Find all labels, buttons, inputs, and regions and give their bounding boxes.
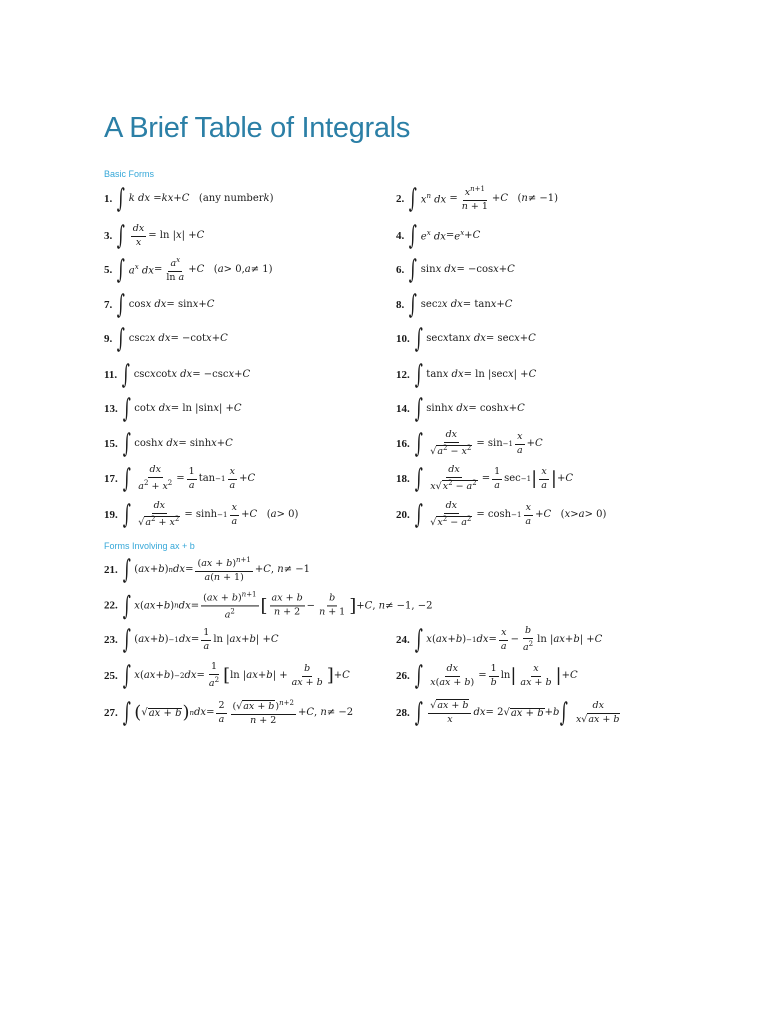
formula-number: 26. <box>396 669 410 682</box>
formula-number: 9. <box>104 332 113 345</box>
formula-number: 28. <box>396 706 410 719</box>
formula-body: ∫ csc 2 x dx = −cot x + C <box>116 324 228 354</box>
formula-body: ∫ cos x dx = sin x + C <box>116 290 215 320</box>
formula-body: ∫ $\frac{dx}{x√x^2 - a^2}$ = $\frac{1}{a}$ sec −1 | $\frac{x}{a}$ | + C <box>414 464 573 494</box>
formula-number: 2. <box>396 192 405 205</box>
formula-body: ∫ cot x dx = ln |sin x | + C <box>122 394 242 424</box>
formula-number: 7. <box>104 298 113 311</box>
formula-body: ∫ ( ax + b ) −1 dx = $\frac{1}{a}$ ln | ax + b | + C <box>122 625 279 655</box>
integral-formula-8 <box>396 292 512 318</box>
formula-number: 23. <box>104 633 118 646</box>
integral-formula-12 <box>396 362 536 388</box>
formula-number: 11. <box>104 368 118 381</box>
formula-number: 4. <box>396 229 405 242</box>
integral-formula-2 <box>396 185 558 213</box>
formula-number: 16. <box>396 437 410 450</box>
integral-formula-28 <box>396 700 624 726</box>
formula-body: ∫ $\frac{dx}{√x^2 - a^2}$ = cosh −1 $\frac{x}{a}$ + C ( x > a > 0) <box>414 500 607 530</box>
formula-number: 14. <box>396 402 410 415</box>
formula-body: ∫ tan x dx = ln |sec x | + C <box>414 360 537 390</box>
formula-body: ∫ $\frac{√ax + b}{x}$ dx = 2√ ax + b + b ∫ $\frac{dx}{x√ax + b}$ <box>414 698 620 728</box>
formula-number: 12. <box>396 368 410 381</box>
integral-formula-6 <box>396 257 515 283</box>
formula-body: ∫ ( ax + b ) n dx = $\frac{(ax + b)^{n+1}}{a(n + 1)}$ + C , n ≠ −1 <box>122 555 311 585</box>
formula-body: ∫ x ( ax + b ) −2 dx = $\frac{1}{a^2}$ [ ln | ax + b | + $\frac{b}{ax + b}$ ] + C <box>122 661 350 691</box>
formula-number: 6. <box>396 263 405 276</box>
formula-number: 13. <box>104 402 118 415</box>
formula-number: 22. <box>104 599 118 612</box>
formula-number: 24. <box>396 633 410 646</box>
integral-formula-16 <box>396 430 543 458</box>
integral-formula-7 <box>104 292 214 318</box>
integral-formula-13 <box>104 396 242 422</box>
formula-body: ∫ sin x dx = −cos x + C <box>408 255 515 285</box>
formula-number: 8. <box>396 298 405 311</box>
formula-body: ∫ $\frac{dx}{√a^2 + x^2}$ = sinh −1 $\frac{x}{a}$ + C ( a > 0) <box>122 500 299 530</box>
formula-body: ∫ $a^x$ dx = $\frac{a^x}{\text{ln a}}$ + C ( a > 0, a ≠ 1) <box>116 255 273 285</box>
integral-formula-21 <box>104 556 310 584</box>
page-title: A Brief Table of Integrals <box>104 112 411 144</box>
formula-body: ∫ $\frac{dx}{x(ax + b)}$ = $\frac{1}{b}$ ln | $\frac{x}{ax + b}$ | + C <box>414 661 578 691</box>
integral-formula-4 <box>396 223 480 249</box>
integral-formula-10 <box>396 326 536 352</box>
integral-formula-15 <box>104 431 233 457</box>
formula-body: ∫ sec 2 x dx = tan x + C <box>408 290 513 320</box>
integral-formula-5 <box>104 256 273 284</box>
formula-body: ∫ $\frac{dx}{a^2 + x^2}$ = $\frac{1}{a}$ tan −1 $\frac{x}{a}$ + C <box>122 464 256 494</box>
integral-formula-22 <box>104 590 433 621</box>
integral-formula-19 <box>104 501 298 529</box>
formula-body: ∫ sinh x dx = cosh x + C <box>414 394 525 424</box>
section-forms-ax-b: Forms Involving ax + b <box>104 541 195 551</box>
formula-body: ∫ k dx = kx + C (any number k ) <box>116 184 274 214</box>
integral-formula-17 <box>104 465 255 493</box>
formula-number: 5. <box>104 263 113 276</box>
integral-formula-3 <box>104 223 204 249</box>
formula-number: 1. <box>104 192 113 205</box>
formula-body: ∫ cosh x dx = sinh x + C <box>122 429 233 459</box>
formula-body: ∫ $e^x$ dx = $e^x$ + C <box>408 221 481 251</box>
formula-number: 20. <box>396 508 410 521</box>
formula-number: 18. <box>396 472 410 485</box>
formula-body: ∫ x ( ax + b ) −1 dx = $\frac{x}{a}$ − $\frac{b}{a^2}$ ln | ax + b | + C <box>414 625 603 655</box>
integral-formula-24 <box>396 626 602 654</box>
formula-number: 10. <box>396 332 410 345</box>
formula-number: 27. <box>104 706 118 719</box>
integral-formula-23 <box>104 627 279 653</box>
formula-body: ∫ csc x cot x dx = −csc x + C <box>121 360 251 390</box>
integral-formula-1 <box>104 186 274 212</box>
section-basic-forms: Basic Forms <box>104 169 155 179</box>
formula-body: ∫ $x^n$ dx = $\frac{x^{n+1}}{n + 1}$ + C ( n ≠ −1) <box>408 184 559 214</box>
integral-formula-14 <box>396 396 525 422</box>
integral-formula-11 <box>104 362 250 388</box>
formula-number: 17. <box>104 472 118 485</box>
formula-number: 3. <box>104 229 113 242</box>
integral-formula-26 <box>396 663 578 689</box>
integral-formula-9 <box>104 326 228 352</box>
formula-body: ∫ sec x tan x dx = sec x + C <box>414 324 536 354</box>
formula-body: ∫ ( √ ax + b ) n dx = $\frac{2}{a}$ $\frac{(√ax + b)^{n+2}}{n + 2}$ + C , n ≠ −2 <box>122 698 354 728</box>
integral-formula-25 <box>104 662 350 690</box>
formula-body: ∫ $\frac{dx}{√a^2 - x^2}$ = sin −1 $\frac{x}{a}$ + C <box>414 429 543 459</box>
formula-body: ∫ x ( ax + b ) n dx = $\frac{(ax + b)^{n+1}}{a^2}$ [ $\frac{ax + b}{n + 2}$ − $\frac{b}{n + 1}$ ] + C , n ≠ −1, −2 <box>122 590 433 621</box>
integral-formula-27 <box>104 699 353 727</box>
formula-number: 21. <box>104 563 118 576</box>
formula-body: ∫ $\frac{dx}{x}$ = ln | x | + C <box>116 221 205 251</box>
integral-formula-18 <box>396 465 573 493</box>
formula-number: 15. <box>104 437 118 450</box>
formula-number: 19. <box>104 508 118 521</box>
integral-formula-20 <box>396 501 606 529</box>
formula-number: 25. <box>104 669 118 682</box>
